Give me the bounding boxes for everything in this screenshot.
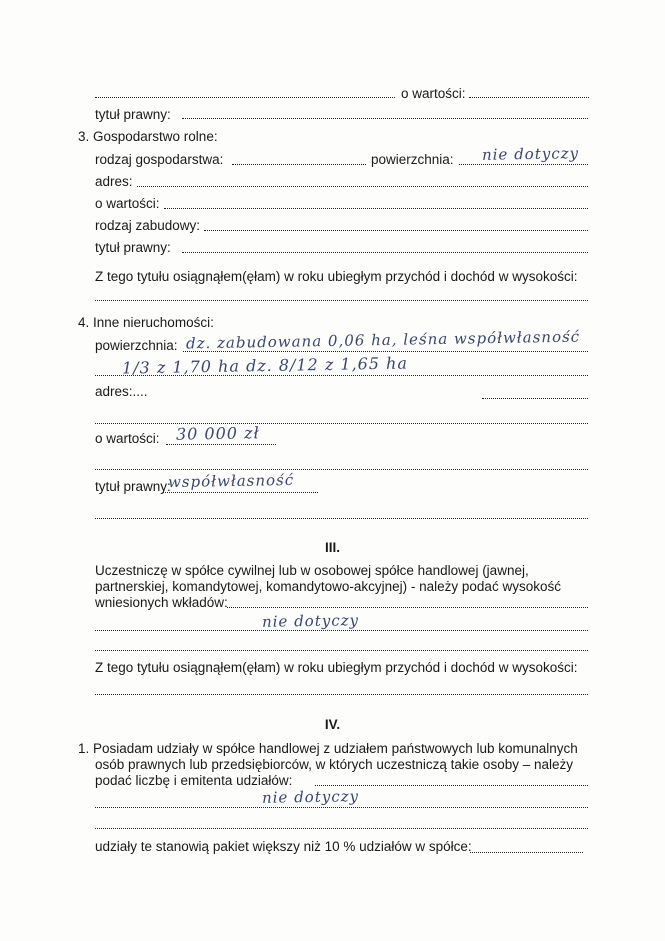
contributions-input-3[interactable] (95, 650, 588, 651)
other-value-input-2[interactable] (95, 469, 588, 470)
section-iv-heading: IV. (324, 717, 341, 732)
package-label: udziały te stanowią pakiet większy niż 10 % udziałów w spółce: (95, 839, 472, 854)
farm-area-handwriting: nie dotyczy (481, 144, 580, 164)
shares-input-3[interactable] (95, 828, 588, 829)
farm-area-label: powierzchnia: (371, 152, 454, 167)
farm-buildings-input[interactable] (204, 230, 588, 231)
section-iii-heading: III. (324, 540, 340, 555)
title-label: tytuł prawny: (95, 107, 171, 122)
farm-title-label: tytuł prawny: (95, 240, 171, 255)
farm-title-input[interactable] (182, 252, 588, 253)
section-iv-text-1: 1. Posiadam udziały w spółce handlowej z udziałem państwowych lub komunalnych (78, 741, 578, 756)
farm-income-label: Z tego tytułu osiągnąłem(ęłam) w roku ubiegłym przychód i dochód w wysokości: (95, 269, 578, 284)
farm-income-input[interactable] (95, 300, 588, 301)
value-dotted-line[interactable] (95, 97, 395, 98)
other-address-input[interactable] (482, 398, 588, 399)
other-area-handwriting-2: 1/3 z 1,70 ha dz. 8/12 z 1,65 ha (121, 353, 409, 378)
section-iv-text-3: podać liczbę i emitenta udziałów: (95, 773, 293, 788)
package-input[interactable] (470, 852, 583, 853)
shares-input-2[interactable] (95, 807, 588, 808)
section-iii-text-3: wniesionych wkładów: (95, 595, 228, 610)
farm-buildings-label: rodzaj zabudowy: (95, 218, 201, 233)
other-title-handwriting: współwłasność (167, 470, 295, 492)
other-area-label: powierzchnia: (95, 338, 178, 353)
other-value-label: o wartości: (95, 431, 160, 446)
farm-area-input[interactable] (459, 164, 588, 165)
other-area-handwriting-1: dz. zabudowana 0,06 ha, leśna współwłasność (185, 327, 581, 353)
other-value-input[interactable] (166, 444, 276, 445)
shares-handwriting: nie dotyczy (261, 787, 360, 807)
title-input-line[interactable] (182, 118, 588, 119)
other-address-input-2[interactable] (95, 423, 588, 424)
section-iv-text-2: osób prawnych lub przedsiębiorców, w których uczestniczą takie osoby – należy (95, 757, 573, 772)
farm-heading: 3. Gospodarstwo rolne: (78, 129, 218, 144)
section-iii-text-1: Uczestniczę w spółce cywilnej lub w osobowej spółce handlowej (jawnej, (95, 563, 529, 578)
section-iii-text-2: partnerskiej, komandytowej, komandytowo-akcyjnej) - należy podać wysokość (95, 579, 561, 594)
value-label: o wartości: (401, 86, 466, 101)
other-title-label: tytuł prawny: (95, 479, 171, 494)
contributions-handwriting: nie dotyczy (261, 611, 360, 631)
other-title-input[interactable] (163, 492, 318, 493)
farm-value-label: o wartości: (95, 196, 160, 211)
farm-address-label: adres: (95, 174, 133, 189)
section-iii-income-label: Z tego tytułu osiągnąłem(ęłam) w roku ubiegłym przychód i dochód w wysokości: (95, 660, 578, 675)
farm-value-input[interactable] (164, 208, 588, 209)
other-address-label: adres:.... (95, 384, 148, 399)
section-iii-income-input[interactable] (95, 694, 588, 695)
shares-input[interactable] (315, 785, 588, 786)
contributions-input-2[interactable] (95, 630, 588, 631)
other-value-handwriting: 30 000 zł (175, 423, 260, 444)
contributions-input[interactable] (227, 607, 588, 608)
farm-type-input[interactable] (232, 164, 366, 165)
farm-type-label: rodzaj gospodarstwa: (95, 152, 224, 167)
other-heading: 4. Inne nieruchomości: (78, 315, 214, 330)
value-input-line[interactable] (469, 97, 589, 98)
other-title-input-2[interactable] (95, 518, 588, 519)
farm-address-input[interactable] (137, 186, 588, 187)
